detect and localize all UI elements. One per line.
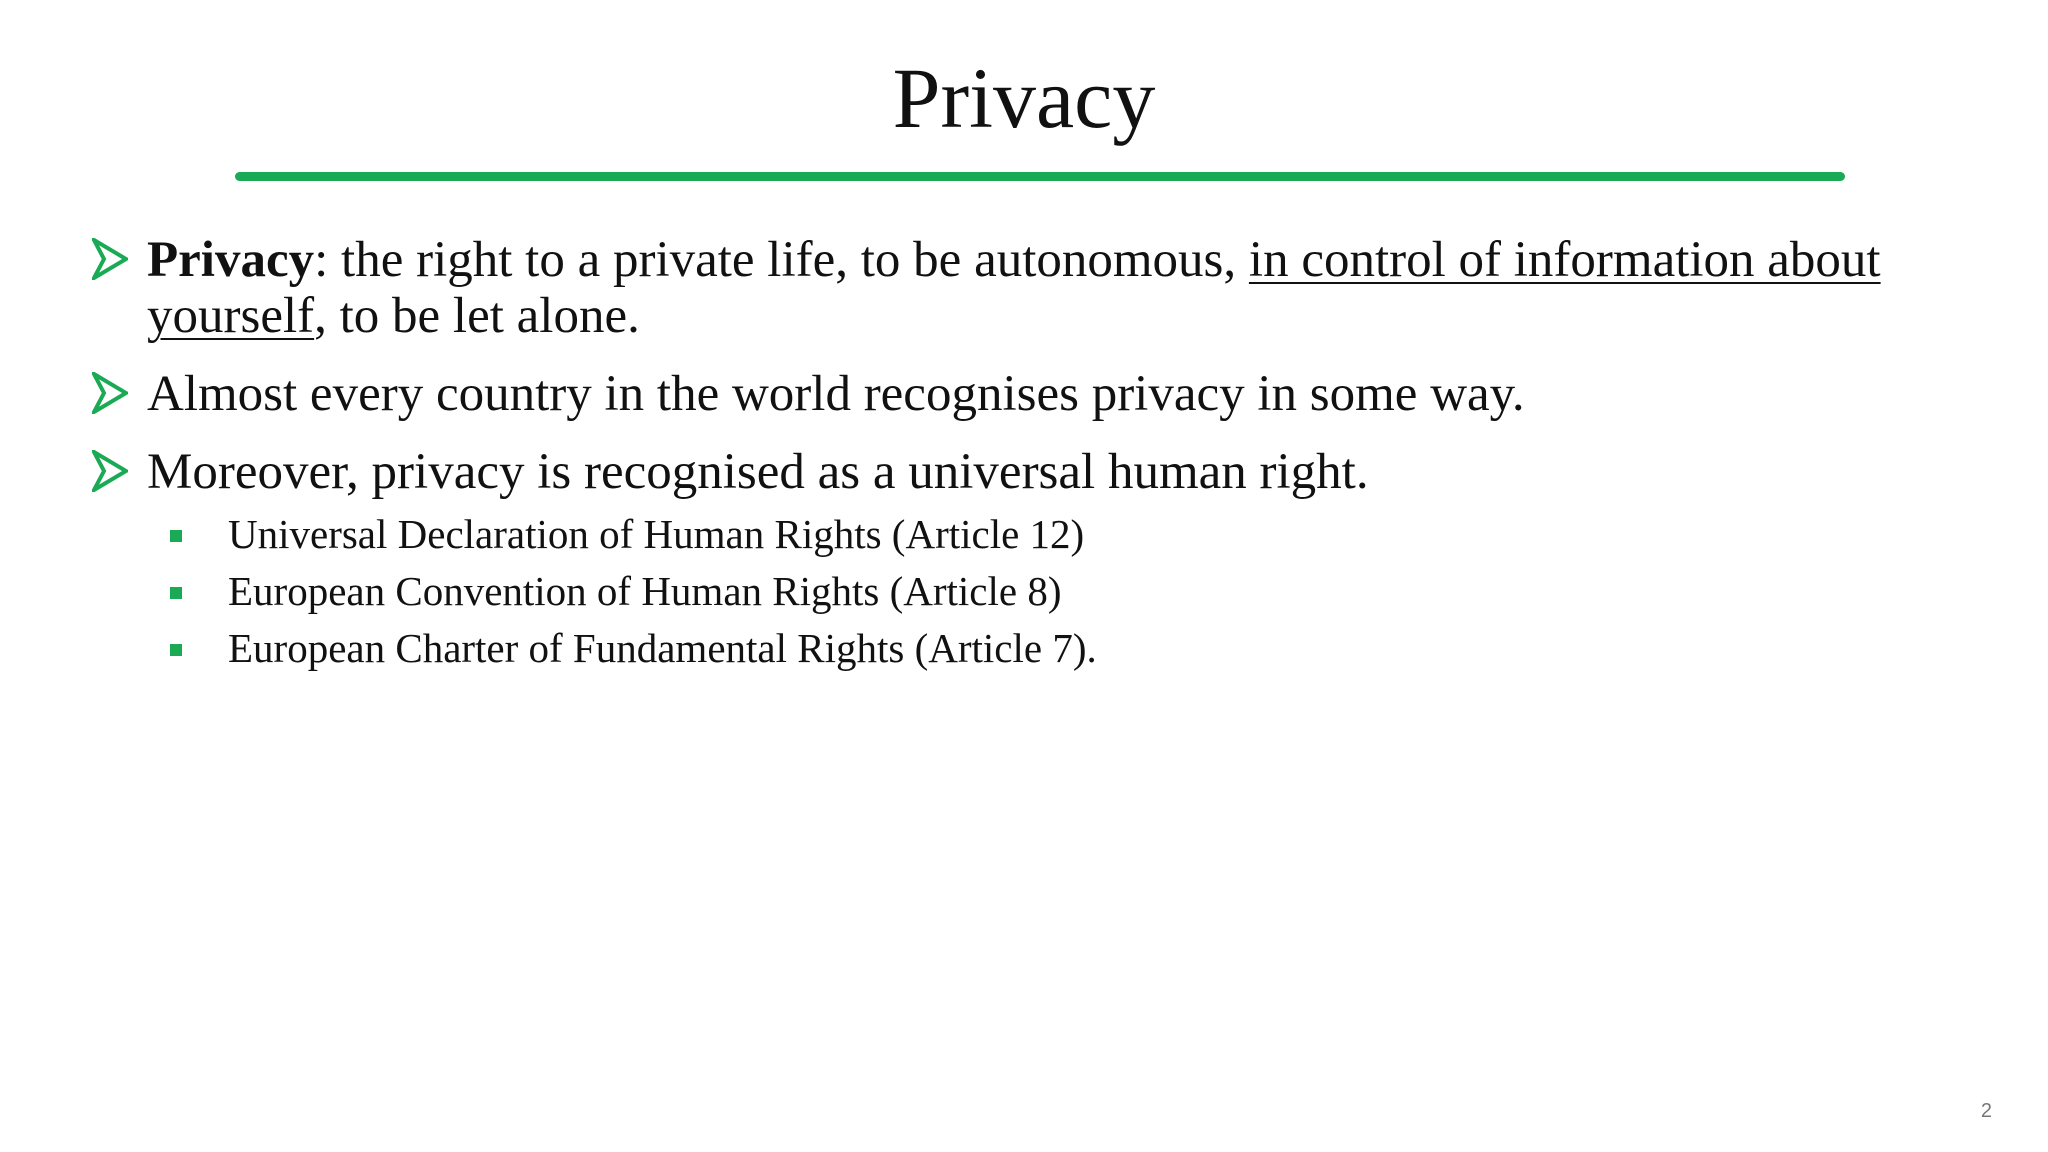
slide-title: Privacy <box>892 50 1156 146</box>
arrowhead-bullet-icon <box>92 372 128 414</box>
square-bullet-icon <box>170 644 182 656</box>
sub-bullet-container <box>92 506 1972 677</box>
sub-bullet-list <box>170 506 1972 677</box>
title-underline-rule <box>235 172 1845 181</box>
bullet-recognition <box>92 366 1972 422</box>
bullet-privacy-definition <box>92 232 1972 344</box>
bullet-text: Almost every country in the world recognises privacy in some way. <box>147 366 1525 422</box>
arrowhead-bullet-icon <box>92 238 128 280</box>
square-bullet-icon <box>170 587 182 599</box>
bullet-human-right <box>92 444 1972 677</box>
sub-bullet-text: European Charter of Fundamental Rights (Article 7). <box>228 625 1097 671</box>
sub-bullet-udhr <box>170 506 1972 563</box>
definition-text: : the right to a private life, to be autonomous, <box>314 232 1249 288</box>
sub-bullet-charter <box>170 620 1972 677</box>
sub-bullet-text: European Convention of Human Rights (Article 8) <box>228 568 1062 614</box>
definition-tail-text: , to be let alone. <box>314 288 640 344</box>
privacy-term: Privacy <box>147 232 315 288</box>
bullet-list <box>92 232 1972 699</box>
square-bullet-icon <box>170 530 182 542</box>
definition-underlined-text: in control of information about yourself <box>147 232 1881 344</box>
sub-bullet-text: Universal Declaration of Human Rights (Article 12) <box>228 511 1085 557</box>
sub-bullet-echr <box>170 563 1972 620</box>
bullet-text: Moreover, privacy is recognised as a universal human right. <box>147 444 1369 500</box>
page-number: 2 <box>1980 1100 1992 1122</box>
arrowhead-bullet-icon <box>92 450 128 492</box>
